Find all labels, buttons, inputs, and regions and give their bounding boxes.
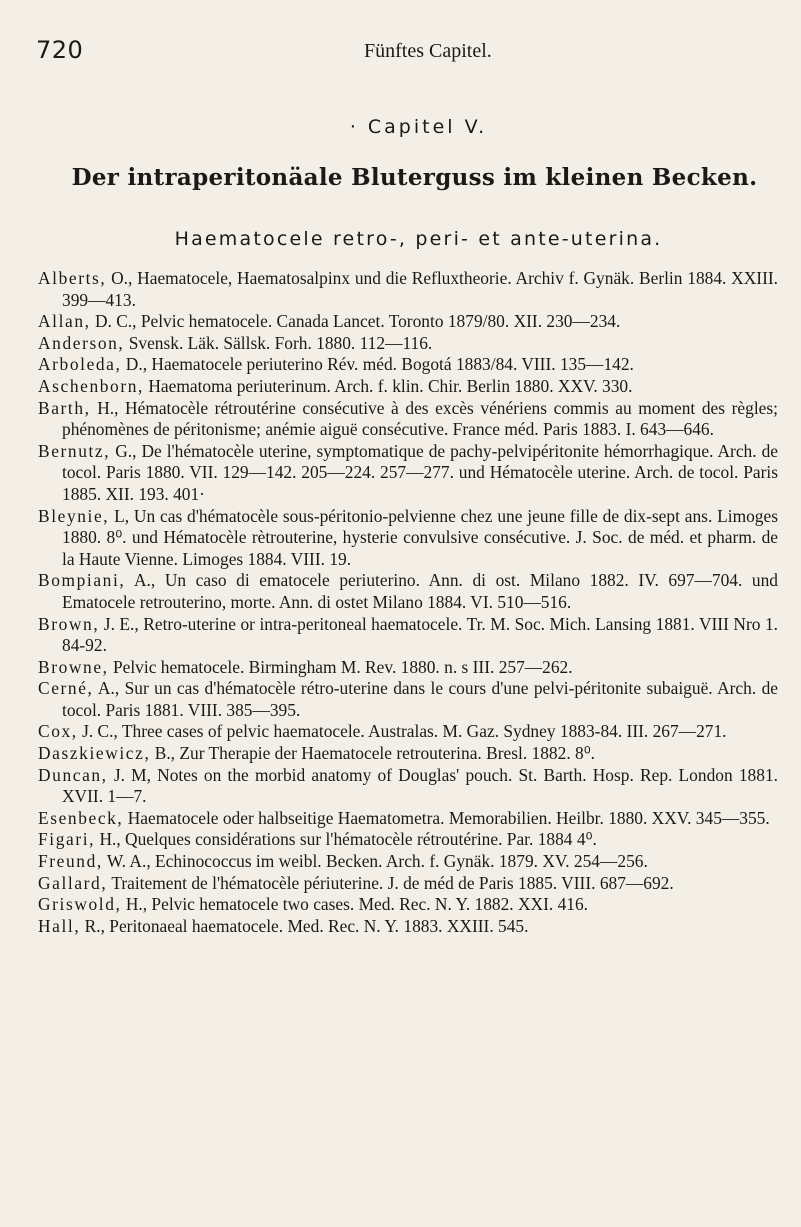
reference-text: B., Zur Therapie der Haematocele retrouterina. Bresl. 1882. 8⁰. xyxy=(150,743,596,764)
reference-author: Bompiani, xyxy=(38,570,126,591)
reference-author: Gallard, xyxy=(38,872,108,893)
reference-entry xyxy=(38,829,778,851)
reference-entry xyxy=(38,311,778,333)
reference-entry xyxy=(38,268,778,311)
reference-entry xyxy=(38,657,778,679)
reference-text: J. C., Three cases of pelvic haematocele. Australas. M. Gaz. Sydney 1883-84. III. 267—271. xyxy=(77,721,727,742)
reference-entry xyxy=(38,678,778,721)
reference-entry xyxy=(38,441,778,506)
reference-text: Traitement de l'hématocèle périuterine. J. de méd de Paris 1885. VIII. 687—692. xyxy=(107,872,674,893)
reference-entry xyxy=(38,333,778,355)
reference-text: O., Haematocele, Haematosalpinx und die Refluxtheorie. Archiv f. Gynäk. Berlin 1884. XXIII. 399—413. xyxy=(62,268,778,310)
reference-text: D., Haematocele periuterino Rév. méd. Bogotá 1883/84. VIII. 135—142. xyxy=(121,354,634,375)
reference-author: Freund, xyxy=(38,851,103,872)
reference-author: Cox, xyxy=(38,721,78,742)
reference-author: Esenbeck, xyxy=(38,807,124,828)
reference-entry xyxy=(38,916,778,938)
reference-author: Brown, xyxy=(38,613,100,634)
reference-author: Hall, xyxy=(38,915,81,936)
reference-entry xyxy=(38,743,778,765)
reference-text: Haematoma periuterinum. Arch. f. klin. Chir. Berlin 1880. XXV. 330. xyxy=(143,375,633,396)
reference-entry xyxy=(38,851,778,873)
reference-author: Browne, xyxy=(38,656,109,677)
reference-list xyxy=(38,268,778,937)
reference-entry xyxy=(38,354,778,376)
reference-text: J. E., Retro-uterine or intra-peritoneal haematocele. Tr. M. Soc. Mich. Lansing 1881. VIII Nro 1. 84-92. xyxy=(62,613,778,656)
reference-author: Griswold, xyxy=(38,894,122,915)
reference-author: Anderson, xyxy=(38,332,125,353)
section-title: Der intraperitonäale Bluterguss im kleinen Becken. xyxy=(71,164,758,191)
reference-text: J. M, Notes on the morbid anatomy of Douglas' pouch. St. Barth. Hosp. Rep. London 1881. XVII. 1—7. xyxy=(62,764,778,807)
reference-entry xyxy=(38,873,778,895)
reference-text: Haematocele oder halbseitige Haematometra. Memorabilien. Heilbr. 1880. XXV. 345—355. xyxy=(123,807,770,828)
chapter-heading: · Capitel V. xyxy=(349,116,488,138)
reference-text: Pelvic hematocele. Birmingham M. Rev. 1880. n. s III. 257—262. xyxy=(108,656,573,677)
reference-entry xyxy=(38,894,778,916)
reference-author: Bleynie, xyxy=(38,505,110,526)
reference-text: Svensk. Läk. Sällsk. Forh. 1880. 112—116. xyxy=(124,332,433,353)
reference-text: H., Hématocèle rétroutérine consécutive à des excès vénériens commis au moment des règles; phénomènes de péritonisme; anémie aiguë consécutive. France méd. Paris 1883. I. 643—646. xyxy=(62,397,778,440)
reference-author: Barth, xyxy=(38,397,91,418)
reference-entry xyxy=(38,376,778,398)
reference-author: Duncan, xyxy=(38,764,108,785)
reference-entry xyxy=(38,765,778,808)
reference-author: Allan, xyxy=(38,311,91,332)
reference-author: Daszkiewicz, xyxy=(38,743,151,764)
reference-text: G., De l'hématocèle uterine, symptomatique de pachy-pelvipéritonite hémorrhagique. Arch. de tocol. Paris 1880. VII. 129—142. 205—224. 257—277. und Hématocèle uterine. Arch. de tocol. Paris 1885. XII. 193. 401· xyxy=(62,440,778,504)
reference-entry xyxy=(38,614,778,657)
reference-entry xyxy=(38,398,778,441)
reference-text: H., Pelvic hematocele two cases. Med. Rec. N. Y. 1882. XXI. 416. xyxy=(121,894,589,915)
reference-author: Figari, xyxy=(38,829,96,850)
reference-entry xyxy=(38,570,778,613)
reference-author: Arboleda, xyxy=(38,354,122,375)
reference-text: D. C., Pelvic hematocele. Canada Lancet. Toronto 1879/80. XII. 230—234. xyxy=(90,311,621,332)
reference-text: A., Sur un cas d'hématocèle rétro-uterine dans le cours d'une pelvi-péritonite subaiguë. Arch. de tocol. Paris 1881. VIII. 385—395. xyxy=(62,678,778,720)
reference-text: R., Peritonaeal haematocele. Med. Rec. N. Y. 1883. XXIII. 545. xyxy=(80,915,529,936)
reference-text: W. A., Echinococcus im weibl. Becken. Arch. f. Gynäk. 1879. XV. 254—256. xyxy=(102,851,648,872)
reference-text: L, Un cas d'hématocèle sous-péritonio-pelvienne chez une jeune fille de dix-sept ans. Limoges 1880. 8⁰. und Hématocèle rètrouterine, hysterie convulsive consécutive. J. Soc. de méd. et pharm. de la Haute Vienne. Limoges 1884. VIII. 19. xyxy=(62,505,778,569)
page-header xyxy=(36,36,776,72)
reference-text: A., Un caso di ematocele periuterino. Ann. di ost. Milano 1882. IV. 697—704. und Ematocele retrouterino, morte. Ann. di ostet Milano 1884. VI. 510—516. xyxy=(62,570,778,612)
reference-author: Alberts, xyxy=(38,268,107,288)
running-head: Fünftes Capitel. xyxy=(364,40,492,62)
page-number: 720 xyxy=(36,36,84,64)
reference-entry xyxy=(38,721,778,743)
reference-author: Bernutz, xyxy=(38,440,111,461)
reference-author: Aschenborn, xyxy=(38,375,144,396)
section-subtitle: Haematocele retro-, peri- et ante-uterina. xyxy=(174,228,663,250)
reference-entry xyxy=(38,506,778,571)
reference-entry xyxy=(38,808,778,830)
reference-text: H., Quelques considérations sur l'hématocèle rétroutérine. Par. 1884 4⁰. xyxy=(95,829,597,850)
reference-author: Cerné, xyxy=(38,678,94,699)
